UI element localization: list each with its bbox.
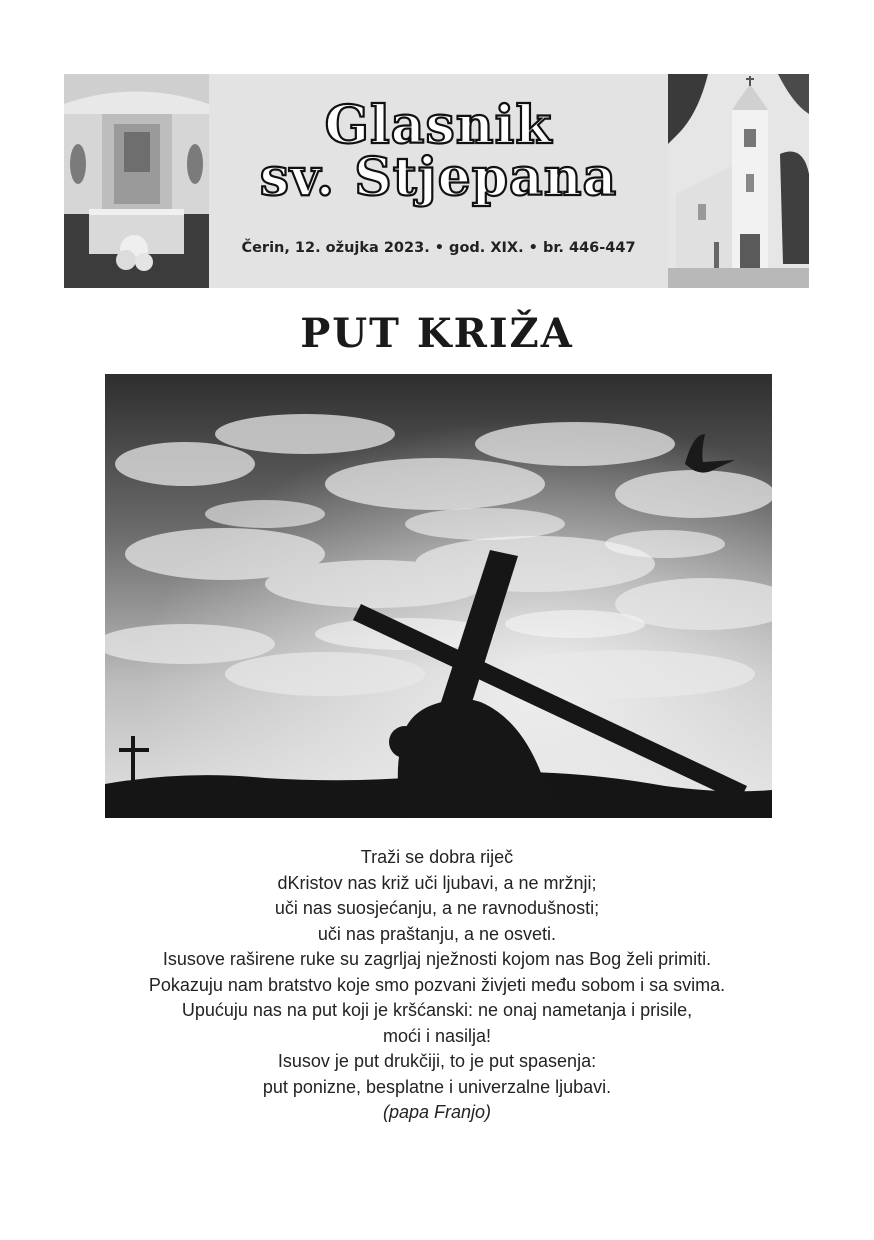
- poem-line: moći i nasilja!: [382, 1025, 492, 1046]
- issue-info: Čerin, 12. ožujka 2023. • god. XIX. • br. 446-447: [241, 240, 636, 256]
- poem-line: Traži se dobra riječ: [360, 847, 514, 867]
- poem-text: [60, 845, 814, 1126]
- poem-line: put ponizne, besplatne i univerzalne ljubavi.: [262, 1076, 612, 1097]
- masthead: [64, 74, 809, 288]
- poem-author: (papa Franjo): [382, 1102, 492, 1122]
- masthead-title-block: [209, 74, 668, 288]
- poem-line: dKristov nas križ uči ljubavi, a ne mržnji;: [277, 872, 597, 893]
- poem-line: Upućuju nas na put koji je kršćanski: ne onaj nametanja i prisile,: [181, 1000, 693, 1020]
- poem-line: uči nas suosjećanju, a ne ravnodušnosti;: [274, 898, 600, 918]
- page-headline: PUT KRIŽA: [300, 310, 574, 357]
- title-line-1: Glasnik: [324, 95, 553, 156]
- church-exterior-photo: [668, 74, 809, 288]
- newsletter-title: [209, 95, 668, 208]
- poem-line: Pokazuju nam bratstvo koje smo pozvani živjeti među sobom i sa svima.: [148, 974, 726, 995]
- poem-line: Isusove raširene ruke su zagrljaj nježnosti kojom nas Bog želi primiti.: [162, 949, 712, 969]
- church-interior-photo: [64, 74, 209, 288]
- poem-line: uči nas praštanju, a ne osveti.: [317, 923, 557, 944]
- title-line-2: sv. Stjepana: [259, 147, 618, 208]
- poem-line: Isusov je put drukčiji, to je put spasenja:: [277, 1051, 597, 1071]
- cross-silhouette-photo: [105, 374, 772, 818]
